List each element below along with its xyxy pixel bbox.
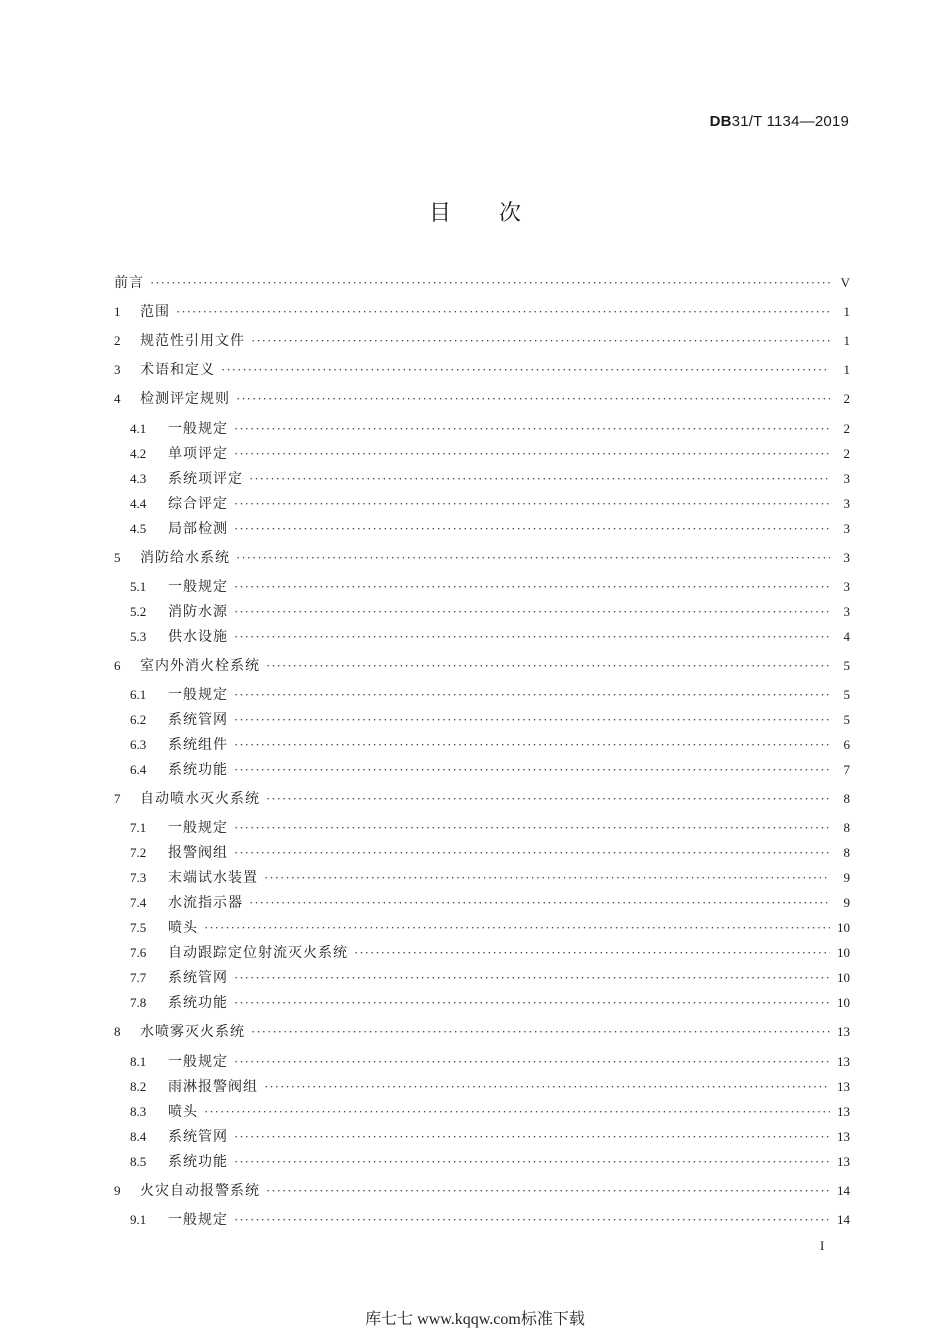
toc-entry-label: 规范性引用文件 bbox=[140, 333, 245, 349]
toc-entry-label: 消防给水系统 bbox=[140, 550, 230, 566]
toc-entry-page: 14 bbox=[837, 1183, 850, 1198]
toc-entry[interactable] bbox=[114, 360, 850, 380]
toc-entry-label: 一般规定 bbox=[168, 820, 228, 836]
toc-entry-label: 供水设施 bbox=[168, 629, 228, 645]
toc-entry-number: 6.3 bbox=[130, 737, 147, 752]
standard-code bbox=[710, 113, 849, 130]
toc-entry[interactable] bbox=[114, 1102, 850, 1122]
toc-dot-leader bbox=[234, 1210, 830, 1230]
toc-entry-number: 7.2 bbox=[130, 845, 147, 860]
toc-entry-page: 13 bbox=[837, 1054, 850, 1069]
toc-dot-leader bbox=[234, 735, 830, 755]
toc-entry-number: 6.2 bbox=[130, 712, 147, 727]
toc-entry-label: 系统功能 bbox=[168, 995, 228, 1011]
toc-dot-leader bbox=[234, 494, 830, 514]
toc-entry-label: 雨淋报警阀组 bbox=[168, 1079, 258, 1095]
standard-code-number: 31/T 1134—2019 bbox=[731, 113, 849, 130]
toc-entry[interactable] bbox=[114, 1077, 850, 1097]
toc-dot-leader bbox=[236, 548, 830, 568]
toc-entry[interactable] bbox=[114, 893, 850, 913]
toc-entry-label: 一般规定 bbox=[168, 421, 228, 437]
toc-entry[interactable] bbox=[114, 968, 850, 988]
toc-entry-label: 自动跟踪定位射流灭火系统 bbox=[168, 945, 348, 961]
toc-entry-page: 13 bbox=[837, 1079, 850, 1094]
toc-entry-label: 一般规定 bbox=[168, 1054, 228, 1070]
toc-entry-page: 13 bbox=[837, 1104, 850, 1119]
toc-entry[interactable] bbox=[114, 1152, 850, 1172]
toc-dot-leader bbox=[249, 893, 830, 913]
toc-dot-leader bbox=[249, 469, 830, 489]
toc-dot-leader bbox=[234, 685, 830, 705]
toc-dot-leader bbox=[234, 1152, 830, 1172]
toc-dot-leader bbox=[266, 789, 830, 809]
toc-dot-leader bbox=[150, 273, 830, 293]
toc-entry-number: 5.1 bbox=[130, 579, 147, 594]
toc-entry[interactable] bbox=[114, 685, 850, 705]
toc-entry-number: 9 bbox=[114, 1183, 121, 1198]
toc-entry-label: 报警阀组 bbox=[168, 845, 228, 861]
toc-dot-leader bbox=[234, 1052, 830, 1072]
toc-dot-leader bbox=[236, 389, 830, 409]
toc-entry-number: 7 bbox=[114, 791, 121, 806]
toc-entry-number: 5 bbox=[114, 550, 121, 565]
toc-entry-number: 7.4 bbox=[130, 895, 147, 910]
toc-entry-number: 4.1 bbox=[130, 421, 147, 436]
toc-entry[interactable] bbox=[114, 302, 850, 322]
toc-dot-leader bbox=[221, 360, 830, 380]
toc-entry-page: 8 bbox=[843, 791, 850, 806]
toc-entry-page: 8 bbox=[843, 845, 850, 860]
toc-entry-page: 10 bbox=[837, 945, 850, 960]
toc-entry-number: 8.2 bbox=[130, 1079, 147, 1094]
toc-entry-label: 水喷雾灭火系统 bbox=[140, 1024, 245, 1040]
toc-entry[interactable] bbox=[114, 710, 850, 730]
toc-entry-number: 5.3 bbox=[130, 629, 147, 644]
toc-entry-label: 一般规定 bbox=[168, 687, 228, 703]
toc-entry[interactable] bbox=[114, 519, 850, 539]
toc-entry-number: 4.3 bbox=[130, 471, 147, 486]
toc-entry-page: 13 bbox=[837, 1129, 850, 1144]
toc-entry[interactable] bbox=[114, 1022, 850, 1042]
toc-dot-leader bbox=[234, 710, 830, 730]
toc-entry-number: 6.1 bbox=[130, 687, 147, 702]
toc-entry-number: 6.4 bbox=[130, 762, 147, 777]
toc-entry[interactable] bbox=[114, 993, 850, 1013]
toc-entry[interactable] bbox=[114, 789, 850, 809]
toc-entry[interactable] bbox=[114, 1181, 850, 1201]
toc-entry-label: 室内外消火栓系统 bbox=[140, 658, 260, 674]
toc-entry-number: 8 bbox=[114, 1024, 121, 1039]
toc-entry[interactable] bbox=[114, 602, 850, 622]
toc-dot-leader bbox=[251, 331, 830, 351]
toc-dot-leader bbox=[234, 760, 830, 780]
toc-entry-number: 3 bbox=[114, 362, 121, 377]
toc-entry[interactable] bbox=[114, 419, 850, 439]
toc-entry[interactable] bbox=[114, 735, 850, 755]
page-title: 目次 bbox=[428, 201, 569, 226]
toc-entry-label: 单项评定 bbox=[168, 446, 228, 462]
toc-entry-number: 7.3 bbox=[130, 870, 147, 885]
toc-entry-number: 8.1 bbox=[130, 1054, 147, 1069]
toc-entry-label: 综合评定 bbox=[168, 496, 228, 512]
toc-entry[interactable] bbox=[114, 943, 850, 963]
toc-entry-page: 1 bbox=[843, 304, 850, 319]
toc-entry-number: 9.1 bbox=[130, 1212, 147, 1227]
toc-entry[interactable] bbox=[114, 818, 850, 838]
toc-entry-page: 10 bbox=[837, 970, 850, 985]
toc-entry[interactable] bbox=[114, 918, 850, 938]
toc-dot-leader bbox=[234, 993, 830, 1013]
toc-entry[interactable] bbox=[114, 868, 850, 888]
toc-entry-page: 2 bbox=[843, 421, 850, 436]
toc-entry-number: 8.3 bbox=[130, 1104, 147, 1119]
toc-entry-page: 9 bbox=[843, 895, 850, 910]
toc-entry-page: 2 bbox=[843, 391, 850, 406]
toc-entry-label: 火灾自动报警系统 bbox=[140, 1183, 260, 1199]
toc-entry[interactable] bbox=[114, 627, 850, 647]
toc-entry-number: 7.8 bbox=[130, 995, 147, 1010]
toc-entry-page: 2 bbox=[843, 446, 850, 461]
toc-entry-label: 系统功能 bbox=[168, 1154, 228, 1170]
toc-entry-page: 8 bbox=[843, 820, 850, 835]
toc-entry-label: 自动喷水灭火系统 bbox=[140, 791, 260, 807]
toc-entry-page: 6 bbox=[843, 737, 850, 752]
toc-entry[interactable] bbox=[114, 494, 850, 514]
toc-dot-leader bbox=[204, 1102, 830, 1122]
toc-entry-label: 前言 bbox=[114, 275, 144, 291]
toc-entry[interactable] bbox=[114, 444, 850, 464]
toc-entry[interactable] bbox=[114, 331, 850, 351]
toc-dot-leader bbox=[234, 444, 830, 464]
toc-entry-label: 范围 bbox=[140, 304, 170, 320]
toc-entry-page: 13 bbox=[837, 1024, 850, 1039]
toc-entry[interactable] bbox=[114, 1052, 850, 1072]
toc-entry-page: V bbox=[840, 275, 850, 290]
toc-dot-leader bbox=[234, 577, 830, 597]
toc-entry-page: 3 bbox=[843, 471, 850, 486]
toc-dot-leader bbox=[264, 868, 830, 888]
toc-entry-number: 4.2 bbox=[130, 446, 147, 461]
toc-entry-label: 局部检测 bbox=[168, 521, 228, 537]
toc-entry-number: 1 bbox=[114, 304, 121, 319]
toc-entry-label: 系统功能 bbox=[168, 762, 228, 778]
toc-dot-leader bbox=[234, 519, 830, 539]
toc-entry-number: 7.7 bbox=[130, 970, 147, 985]
toc-entry[interactable] bbox=[114, 469, 850, 489]
watermark-text: 库七七 www.kqqw.com标准下载 bbox=[365, 1311, 585, 1328]
toc-entry-label: 系统管网 bbox=[168, 712, 228, 728]
toc-entry-label: 系统组件 bbox=[168, 737, 228, 753]
toc-entry[interactable] bbox=[114, 577, 850, 597]
toc-entry-number: 4.4 bbox=[130, 496, 147, 511]
toc-entry[interactable] bbox=[114, 656, 850, 676]
toc-entry-page: 3 bbox=[843, 496, 850, 511]
toc-entry-label: 喷头 bbox=[168, 1104, 198, 1120]
toc-entry-page: 9 bbox=[843, 870, 850, 885]
toc-entry-number: 7.1 bbox=[130, 820, 147, 835]
toc-entry-label: 喷头 bbox=[168, 920, 198, 936]
toc-entry-page: 10 bbox=[837, 995, 850, 1010]
toc-dot-leader bbox=[234, 843, 830, 863]
toc-entry-label: 一般规定 bbox=[168, 1212, 228, 1228]
toc-entry[interactable] bbox=[114, 273, 850, 293]
toc-entry-label: 系统项评定 bbox=[168, 471, 243, 487]
toc-entry-page: 4 bbox=[843, 629, 850, 644]
toc-entry-number: 8.5 bbox=[130, 1154, 147, 1169]
toc-entry-number: 7.5 bbox=[130, 920, 147, 935]
toc-entry-number: 5.2 bbox=[130, 604, 147, 619]
toc-entry-page: 5 bbox=[843, 712, 850, 727]
standard-code-prefix: DB bbox=[709, 113, 732, 130]
toc-entry-label: 系统管网 bbox=[168, 970, 228, 986]
toc-entry-page: 3 bbox=[843, 550, 850, 565]
toc-dot-leader bbox=[264, 1077, 830, 1097]
toc-entry-page: 3 bbox=[843, 604, 850, 619]
toc-entry-page: 7 bbox=[843, 762, 850, 777]
toc-entry-page: 13 bbox=[837, 1154, 850, 1169]
toc-dot-leader bbox=[234, 968, 830, 988]
toc-entry-page: 5 bbox=[843, 658, 850, 673]
toc-dot-leader bbox=[266, 1181, 830, 1201]
toc-entry-page: 1 bbox=[843, 333, 850, 348]
toc-dot-leader bbox=[234, 818, 830, 838]
toc-entry-label: 系统管网 bbox=[168, 1129, 228, 1145]
toc-entry-number: 4 bbox=[114, 391, 121, 406]
toc-dot-leader bbox=[176, 302, 830, 322]
toc-entry-page: 1 bbox=[843, 362, 850, 377]
toc-entry-number: 8.4 bbox=[130, 1129, 147, 1144]
toc-entry[interactable] bbox=[114, 548, 850, 568]
toc-entry[interactable] bbox=[114, 1127, 850, 1147]
page-number: I bbox=[820, 1238, 825, 1253]
toc-entry[interactable] bbox=[114, 389, 850, 409]
toc-entry-number: 7.6 bbox=[130, 945, 147, 960]
toc-dot-leader bbox=[234, 602, 830, 622]
toc-entry-label: 消防水源 bbox=[168, 604, 228, 620]
toc-entry-label: 术语和定义 bbox=[140, 362, 215, 378]
toc-dot-leader bbox=[266, 656, 830, 676]
toc-entry-page: 3 bbox=[843, 579, 850, 594]
toc-entry-number: 6 bbox=[114, 658, 121, 673]
toc-entry-page: 3 bbox=[843, 521, 850, 536]
toc-entry-label: 一般规定 bbox=[168, 579, 228, 595]
toc-dot-leader bbox=[234, 419, 830, 439]
toc-dot-leader bbox=[251, 1022, 830, 1042]
toc-dot-leader bbox=[204, 918, 830, 938]
toc-entry-page: 10 bbox=[837, 920, 850, 935]
toc-dot-leader bbox=[354, 943, 830, 963]
toc-entry-number: 2 bbox=[114, 333, 121, 348]
toc-entry[interactable] bbox=[114, 760, 850, 780]
toc-entry-label: 水流指示器 bbox=[168, 895, 243, 911]
toc-entry-number: 4.5 bbox=[130, 521, 147, 536]
toc-entry-label: 检测评定规则 bbox=[140, 391, 230, 407]
toc-entry[interactable] bbox=[114, 1210, 850, 1230]
toc-dot-leader bbox=[234, 627, 830, 647]
toc-entry-page: 14 bbox=[837, 1212, 850, 1227]
toc-entry-page: 5 bbox=[843, 687, 850, 702]
toc-entry[interactable] bbox=[114, 843, 850, 863]
toc-entry-label: 末端试水装置 bbox=[168, 870, 258, 886]
toc-dot-leader bbox=[234, 1127, 830, 1147]
